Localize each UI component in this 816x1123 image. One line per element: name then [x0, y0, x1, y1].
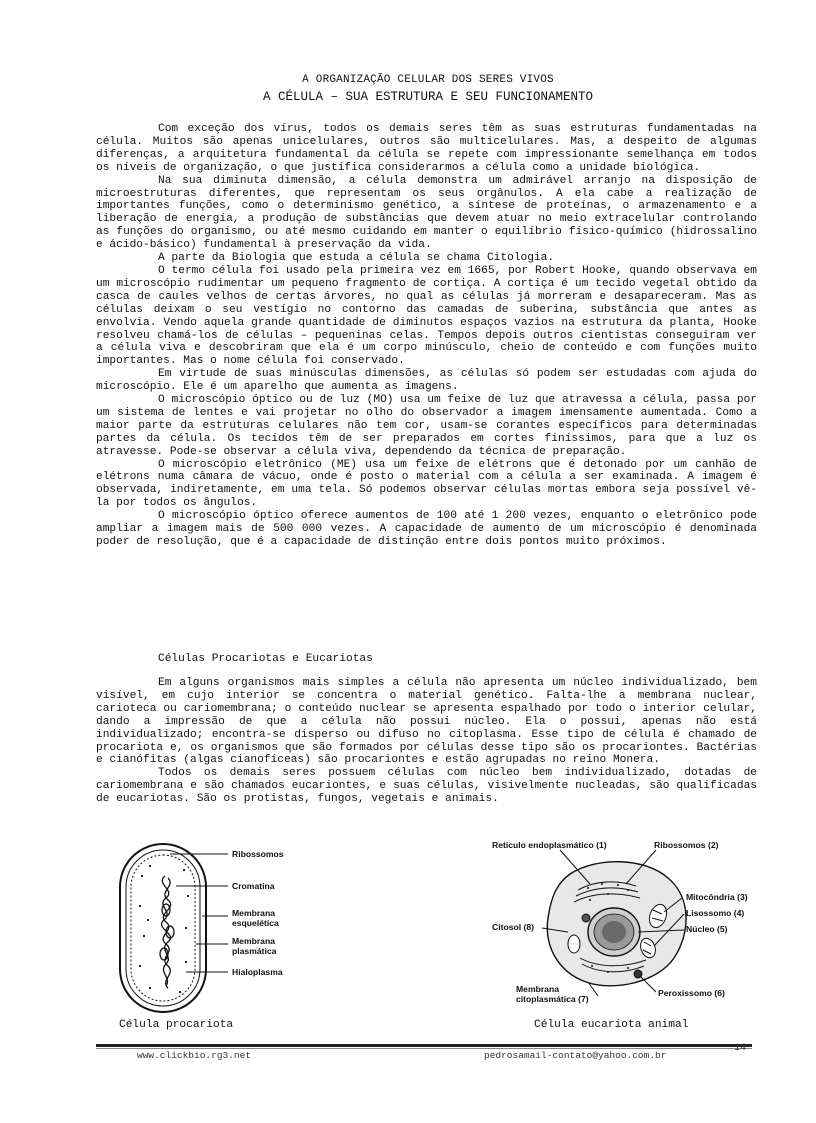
label-membrana-esqueletica-1: Membrana	[232, 908, 275, 918]
paragraph: A parte da Biologia que estuda a célula se chama Citologia.	[158, 252, 555, 265]
label-membrana-esqueletica-2: esquelética	[232, 918, 279, 928]
label-ribossomos-euk: Ribossomos (2)	[654, 840, 719, 850]
footer-rule-thin	[96, 1048, 752, 1049]
label-nucleo: Núcleo (5)	[686, 924, 728, 934]
document-subtitle: A CÉLULA – SUA ESTRUTURA E SEU FUNCIONAMENTO	[262, 90, 594, 104]
section-heading: Células Procariotas e Eucariotas	[158, 653, 373, 665]
label-peroxissomo: Peroxissomo (6)	[658, 988, 725, 998]
paragraph: Em virtude de suas minúsculas dimensões, as células só podem ser estudadas com ajuda do microscópio. Ele é um aparelho que aumenta as imagens.	[96, 368, 757, 394]
prokaryote-leader-lines	[170, 854, 228, 972]
label-ribossomos: Ribossomos	[232, 849, 284, 859]
paragraph: O microscópio eletrônico (ME) usa um feixe de elétrons que é detonado por um canhão de elétrons numa câmara de vácuo, onde é posto o material com a célula a ser examinada. A imagem é observada, indiretamente, em uma tela. Só podemos observar células mortas embora seja possível vê-la por todos os ângulos.	[96, 458, 757, 510]
label-membrana-plasmatica-2: plasmática	[232, 946, 277, 956]
paragraph: Com exceção dos vírus, todos os demais seres têm as suas estruturas fundamentadas na célula. Muitos são apenas unicelulares, outros são multicelulares. Mas, a despeito de algumas diferenças, a arquitetura fundamental da célula se repete com impressionante semelhança em todos os níveis de organização, o que justifica considerarmos a célula como a unidade biológica.	[96, 123, 757, 174]
prokaryote-chromatin	[160, 876, 174, 988]
prokaryote-diagram	[110, 836, 330, 1016]
paragraph: Em alguns organismos mais simples a célula não apresenta um núcleo individualizado, bem visível, em cujo interior se concentra o material genético. Falta-lhe a membrana nuclear, carioteca ou cariomembrana; o conteúdo nuclear se apresenta espalhado por todo o interior celular, dando a impressão de que a célula não possui núcleo. Ela o possui, apenas não está individualizado; encontra-se disperso ou difuso no citoplasma. Esse tipo de célula é chamado de procariota e, os organismos que são formados por células desse tipo são os procariontes. Bactérias e cianófitas (algas cianofíceas) são procariontes e estão agrupadas no reino Monera.	[96, 677, 757, 767]
label-membrana-citoplasmatica-2: citoplasmática (7)	[516, 994, 589, 1004]
footer-email: pedrosamail-contato@yahoo.com.br	[484, 1050, 667, 1061]
label-membrana-citoplasmatica-1: Membrana	[516, 984, 559, 994]
page-number: 14	[734, 1043, 747, 1054]
label-cromatina: Cromatina	[232, 881, 275, 891]
section-intro	[96, 123, 757, 549]
eukaryote-diagram	[478, 836, 758, 1014]
paragraph: O microscópio óptico ou de luz (MO) usa um feixe de luz que atravessa a célula, passa por um sistema de lentes e vai projetar no olho do observador a imagem imensamente aumentada. Como a maior parte da estruturas celulares não tem cor, usam-se corantes específicos para determinadas partes da célula. Os tecidos têm de ser preparados em cortes finíssimos, para que a luz os atravesse. Pode-se observar a célula viva, dependendo da técnica de preparação.	[96, 394, 757, 458]
paragraph: Todos os demais seres possuem células com núcleo bem individualizado, dotadas de cariomembrana e são chamados eucariontes, e suas células, visivelmente nucleadas, são qualificadas de eucariotas. São os protistas, fungos, vegetais e animais.	[96, 767, 757, 806]
label-mitocondria: Mitocôndria (3)	[686, 892, 748, 902]
label-lisossomo: Lisossomo (4)	[686, 908, 745, 918]
paragraph: O termo célula foi usado pela primeira vez em 1665, por Robert Hooke, quando observava em um microscópio rudimentar um pequeno fragmento de cortiça. A cortiça é um tecido vegetal obtido da casca de caules velhos de certas árvores, no qual as células já morreram e desapareceram. Mas as células deixam o seu vestígio no contorno das camadas de suberina, substância que antes as envolvia. Vendo aquela grande quantidade de diminutos espaços vazios na estrutura da planta, Hooke resolveu chamá-los de células – pequeninas celas. Tempos depois outros cientistas conseguiram ver a célula viva e descobriram que ela é um corpo minúsculo, cheio de conteúdo e com funções muito importantes. Mas o nome célula foi conservado.	[96, 264, 757, 368]
document-title: A ORGANIZAÇÃO CELULAR DOS SERES VIVOS	[302, 74, 554, 86]
paragraph: Na sua diminuta dimensão, a célula demonstra um admirável arranjo na disposição de microestruturas diferentes, que representam os seus orgânulos. A ela cabe a realização de importantes funções, como o determinismo genético, a síntese de proteínas, o armazenamento e a liberação de energia, a produção de substâncias que devem atuar no meio extracelular controlando as funções do organismo, ou até mesmo cuidando em manter o equilíbrio físico-químico (hidrossalino e ácido-básico) fundamental à preservação da vida.	[96, 174, 757, 252]
paragraph: O microscópio óptico oferece aumentos de 100 até 1 200 vezes, enquanto o eletrônico pode ampliar a imagem mais de 500 000 vezes. A capacidade de aumento de um microscópio é denominada poder de resolução, que é a capacidade de distinção entre dois pontos muito próximos.	[96, 510, 757, 548]
section-cell-types	[96, 677, 757, 806]
prokaryote-caption: Célula procariota	[119, 1019, 234, 1031]
footer-website: www.clickbio.rg3.net	[137, 1050, 252, 1061]
eukaryote-nucleus	[588, 908, 640, 956]
footer-rule	[96, 1044, 752, 1047]
label-hialoplasma: Hialoplasma	[232, 967, 283, 977]
label-citosol: Citosol (8)	[492, 922, 535, 932]
eukaryote-caption: Célula eucariota animal	[534, 1019, 689, 1031]
label-reticulo: Retículo endoplasmático (1)	[492, 840, 607, 850]
label-membrana-plasmatica-1: Membrana	[232, 936, 275, 946]
